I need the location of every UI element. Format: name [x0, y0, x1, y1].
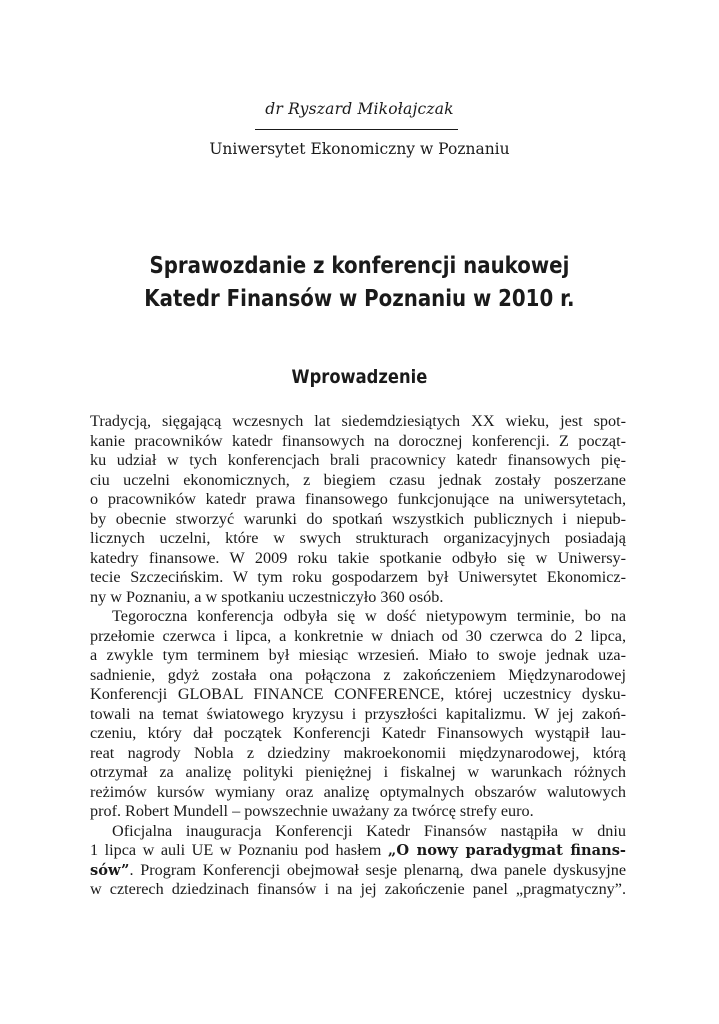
text-line: licznych uczelni, które w swych strukturach organizacyjnych posiadają: [90, 529, 626, 547]
text-line: otrzymał za analizę polityki pieniężnej i fiskalnej w warunkach różnych: [90, 763, 626, 781]
slogan-text: sów”: [90, 861, 130, 879]
text-line: a zwykle tym terminem był miesiąc wrzesień. Miało to swoje jednak uza-: [90, 646, 626, 664]
text-line: Oficjalna inauguracja Konferencji Katedr Finansów nastąpiła w dniu: [112, 821, 626, 840]
report-title-line-1: Sprawozdanie z konferencji naukowej: [149, 253, 570, 279]
text-run: 1 lipca w auli UE w Poznaniu pod hasłem: [90, 841, 388, 859]
text-line: towali na temat światowego kryzysu i przyszłości kapitalizmu. W jej zakoń-: [90, 704, 626, 723]
text-line: ciu uczelni ekonomicznych, z biegiem czasu jednak zostały poszerzane: [90, 470, 626, 489]
author-name: dr Ryszard Mikołajczak: [265, 100, 454, 118]
text-line: czeniu, który dał początek Konferencji Katedr Finansowych wystąpił lau-: [90, 724, 626, 742]
text-line: reżimów kursów wymiany oraz analizę optymalnych obszarów walutowych: [90, 782, 626, 801]
text-line: tecie Szczecińskim. W tym roku gospodarzem był Uniwersytet Ekonomicz-: [90, 568, 626, 586]
text-line: ny w Poznaniu, a w spotkaniu uczestniczyło 360 osób.: [90, 587, 444, 606]
author-divider: [255, 129, 458, 130]
paragraph-2: [90, 607, 626, 822]
author-affiliation: Uniwersytet Ekonomiczny w Poznaniu: [209, 140, 510, 158]
text-line: Tegoroczna konferencja odbyła się w dość nietypowym terminie, bo na: [112, 607, 626, 625]
text-line: katedry finansowe. W 2009 roku takie spotkanie odbyło się w Uniwersy-: [90, 548, 626, 567]
text-line: przełomie czerwca i lipca, a konkretnie w dniach od 30 czerwca do 2 lipca,: [90, 626, 626, 645]
text-line: kanie pracowników katedr finansowych na dorocznej konferencji. Z począt-: [90, 431, 626, 450]
text-line: o pracowników katedr prawa finansowego funkcjonujące na uniwersytetach,: [90, 490, 626, 508]
slogan-text: „O nowy paradygmat finans-: [387, 842, 626, 859]
text-line: ku udział w tych konferencjach brali pracownicy katedr finansowych pię-: [90, 451, 626, 469]
paragraph-1: [90, 412, 626, 607]
report-title: [50, 250, 668, 316]
text-line: Konferencji GLOBAL FINANCE CONFERENCE, której uczestnicy dysku-: [90, 685, 626, 703]
text-line: [90, 841, 626, 861]
text-line: w czterech dziedzinach finansów i na jej zakończenie panel „pragmatyczny”.: [90, 880, 626, 898]
text-line: sadnienie, gdyż została ona połączona z zakończeniem Międzynarodowej: [90, 665, 626, 684]
paragraph-3: [90, 822, 626, 900]
text-line: reat nagrody Nobla z dziedziny makroekonomii międzynarodowej, którą: [90, 743, 626, 762]
text-run: . Program Konferencji obejmował sesje plenarną, dwa panele dyskusyjne: [129, 860, 626, 879]
text-line: by obecnie stworzyć warunki do spotkań wszystkich publicznych i niepub-: [90, 509, 626, 528]
text-line: prof. Robert Mundell – powszechnie uważany za twórcę strefy euro.: [90, 802, 534, 820]
body-text: [90, 412, 626, 900]
section-heading: Wprowadzenie: [291, 366, 428, 388]
report-title-line-2: Katedr Finansów w Poznaniu w 2010 r.: [144, 286, 575, 312]
text-line: Tradycją, sięgającą wczesnych lat siedemdziesiątych XX wieku, jest spot-: [90, 412, 626, 430]
text-line: [90, 861, 626, 881]
